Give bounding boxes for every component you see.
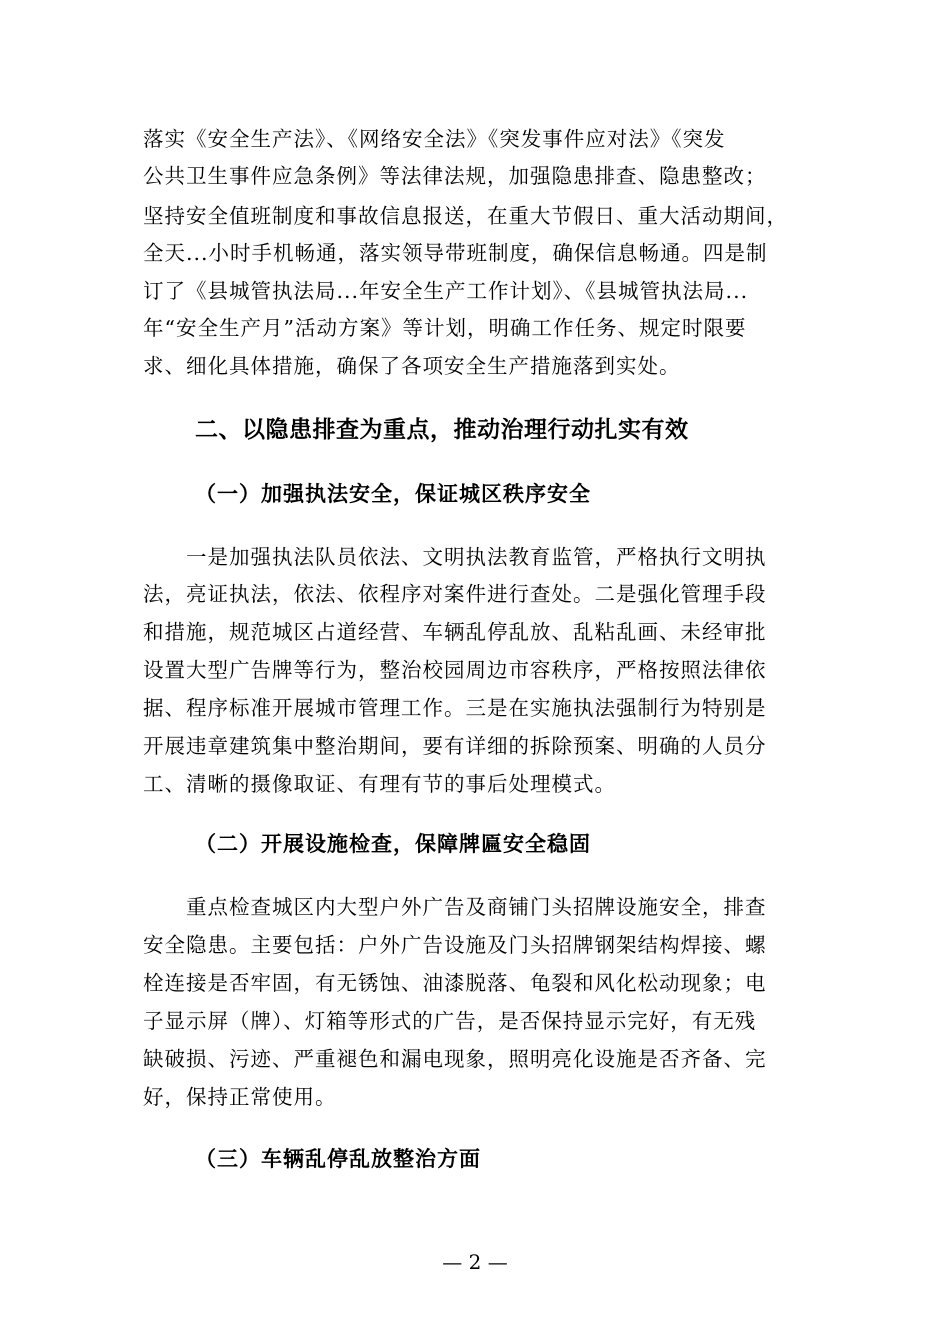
text-line: 订了《县城管执法局...年安全生产工作计划》、《县城管执法局... <box>143 279 749 303</box>
text-line: 设置大型广告牌等行为，整治校园周边市容秩序，严格按照法律依 <box>143 658 767 682</box>
text-line: 好，保持正常使用。 <box>143 1085 337 1109</box>
subsection-heading: （三）车辆乱停乱放整治方面 <box>195 1146 481 1171</box>
text-line: 安全隐患。主要包括：户外广告设施及门头招牌钢架结构焊接、螺 <box>143 933 767 957</box>
text-line: 栓连接是否牢固，有无锈蚀、油漆脱落、龟裂和风化松动现象；电 <box>143 971 767 995</box>
text-line: 法，亮证执法，依法、依程序对案件进行查处。二是强化管理手段 <box>143 582 767 606</box>
text-line: 开展违章建筑集中整治期间，要有详细的拆除预案、明确的人员分 <box>143 734 767 758</box>
text-line: 公共卫生事件应急条例》等法律法规，加强隐患排查、隐患整改； <box>143 164 767 188</box>
text-line: 工、清晰的摄像取证、有理有节的事后处理模式。 <box>143 772 616 796</box>
text-line: 据、程序标准开展城市管理工作。三是在实施执法强制行为特别是 <box>143 696 767 720</box>
text-line: 年“安全生产月”活动方案》等计划，明确工作任务、规定时限要 <box>143 316 747 340</box>
text-line: 落实《安全生产法》、《网络安全法》《突发事件应对法》《突发 <box>143 127 726 151</box>
section-heading: 二、以隐患排查为重点，推动治理行动扎实有效 <box>195 417 689 443</box>
subsection-heading: （二）开展设施检查，保障牌匾安全稳固 <box>195 831 591 856</box>
text-line: 一是加强执法队员依法、文明执法教育监管，严格执行文明执 <box>186 545 767 569</box>
text-line: 全天...小时手机畅通，落实领导带班制度，确保信息畅通。四是制 <box>143 241 768 265</box>
text-line: 坚持安全值班制度和事故信息报送，在重大节假日、重大活动期间， <box>143 204 788 228</box>
text-line: 和措施，规范城区占道经营、车辆乱停乱放、乱粘乱画、未经审批 <box>143 620 767 644</box>
text-line: 子显示屏（牌）、灯箱等形式的广告，是否保持显示完好，有无残 <box>143 1009 757 1033</box>
text-line: 求、细化具体措施，确保了各项安全生产措施落到实处。 <box>143 354 681 378</box>
text-line: 重点检查城区内大型户外广告及商铺门头招牌设施安全，排查 <box>186 895 767 919</box>
text-line: 缺破损、污迹、严重褪色和漏电现象，照明亮化设施是否齐备、完 <box>143 1047 767 1071</box>
page-number: — 2 — <box>442 1250 508 1274</box>
subsection-heading: （一）加强执法安全，保证城区秩序安全 <box>195 481 591 506</box>
